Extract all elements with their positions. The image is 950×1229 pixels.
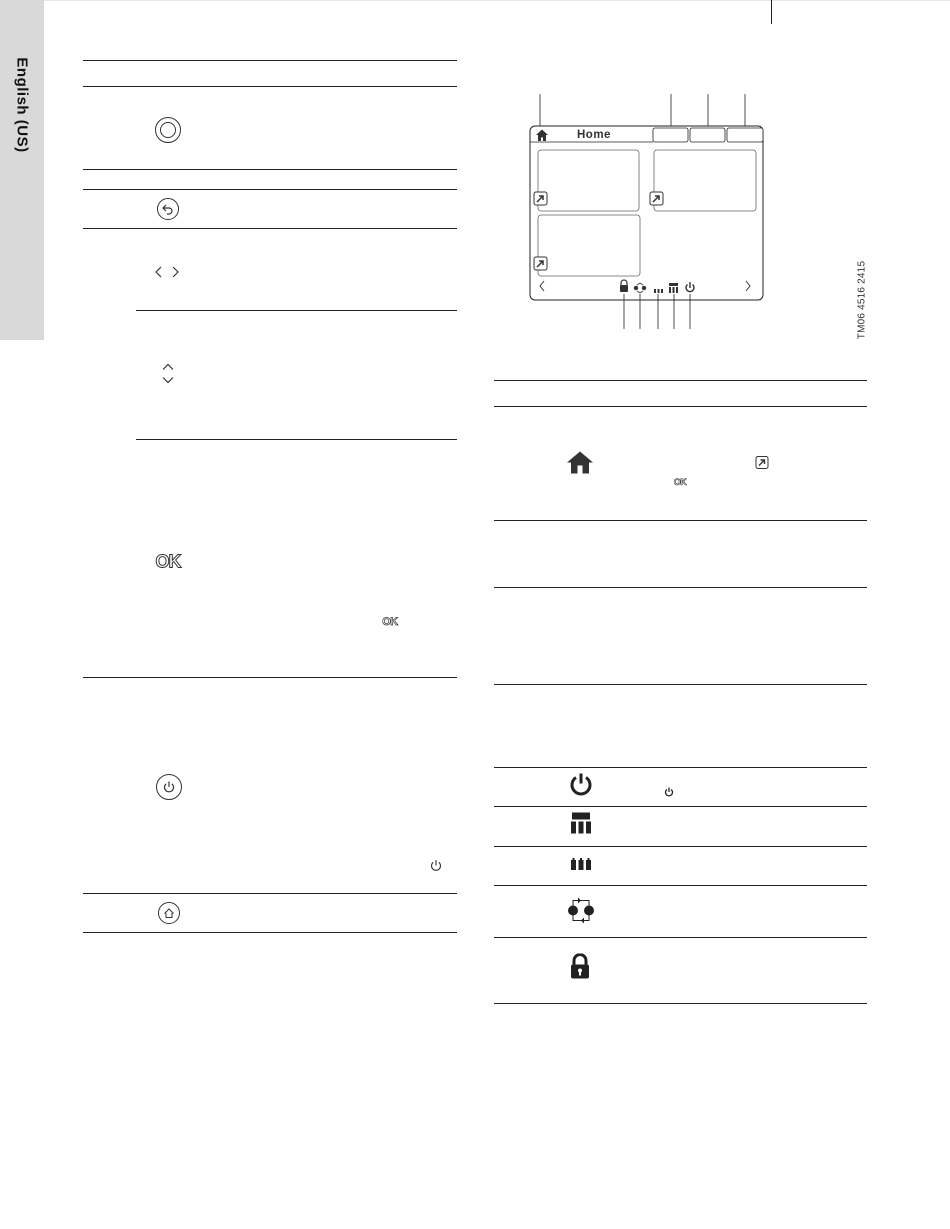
left-right-arrows-icon	[155, 265, 179, 283]
left-table-subrow-rule	[136, 310, 457, 311]
page-top-divider	[771, 0, 772, 24]
right-table-bottom-rule	[494, 1003, 867, 1004]
page-top-rule	[0, 0, 950, 1]
screen-tab-4	[727, 128, 763, 142]
left-table-bottom-rule	[83, 932, 457, 933]
screen-panel-2	[654, 150, 756, 211]
shortcut-icon	[650, 192, 663, 205]
pump-group-icon	[570, 857, 592, 875]
display-figure	[525, 90, 775, 340]
stop-start-inline-icon	[429, 859, 443, 878]
power-icon	[569, 773, 593, 802]
right-table-row-rule	[494, 846, 867, 847]
power-inline-icon	[664, 784, 674, 802]
right-table-row-rule	[494, 885, 867, 886]
right-table-row-rule	[494, 587, 867, 588]
screen-panel-3	[538, 215, 640, 276]
back-button-icon	[157, 198, 179, 220]
screen-tabs	[653, 128, 763, 142]
left-table-header-rule	[83, 86, 457, 87]
ok-inline-icon: OK	[382, 616, 398, 628]
communication-icon	[564, 896, 598, 931]
language-tab-label: English (US)	[13, 57, 31, 153]
screen-tab-2	[653, 128, 688, 142]
left-table-top-rule	[83, 60, 457, 61]
right-table-row-rule	[494, 520, 867, 521]
stop-start-button-icon	[156, 774, 182, 800]
home-house-icon	[567, 451, 593, 480]
figure-code: TM06 4516 2415	[856, 260, 868, 340]
home-button-icon	[158, 902, 180, 924]
shortcut-icon	[534, 192, 547, 205]
left-table-subrow-rule	[136, 439, 457, 440]
right-table-top-rule	[494, 380, 867, 381]
language-side-tab	[0, 0, 44, 340]
screen-tab-3	[690, 128, 725, 142]
left-table-row-rule	[83, 893, 457, 894]
right-table-header-rule	[494, 406, 867, 407]
left-table-row-rule	[83, 228, 457, 229]
shortcut-icon	[534, 257, 547, 270]
right-table-row-rule	[494, 767, 867, 768]
screen-panel-1	[538, 150, 639, 211]
left-table-row-rule	[83, 677, 457, 678]
lock-icon	[570, 954, 590, 985]
up-down-arrows-icon	[162, 362, 174, 391]
right-table-row-rule	[494, 806, 867, 807]
ok-button-icon: OK	[155, 551, 181, 572]
right-table-row-rule	[494, 937, 867, 938]
right-table-row-rule	[494, 684, 867, 685]
left-table-row-rule	[83, 189, 457, 190]
shortcut-inline-icon	[756, 456, 769, 474]
power-on-button-icon	[155, 117, 181, 143]
status-multi-pump-icon	[654, 289, 663, 293]
ok-inline-icon: OK	[673, 477, 687, 487]
status-pump-group-icon	[669, 283, 678, 293]
left-table-row-rule	[83, 169, 457, 170]
screen-title: Home	[577, 129, 611, 141]
multi-pump-icon	[570, 813, 592, 840]
callout-lines-top	[540, 94, 745, 126]
